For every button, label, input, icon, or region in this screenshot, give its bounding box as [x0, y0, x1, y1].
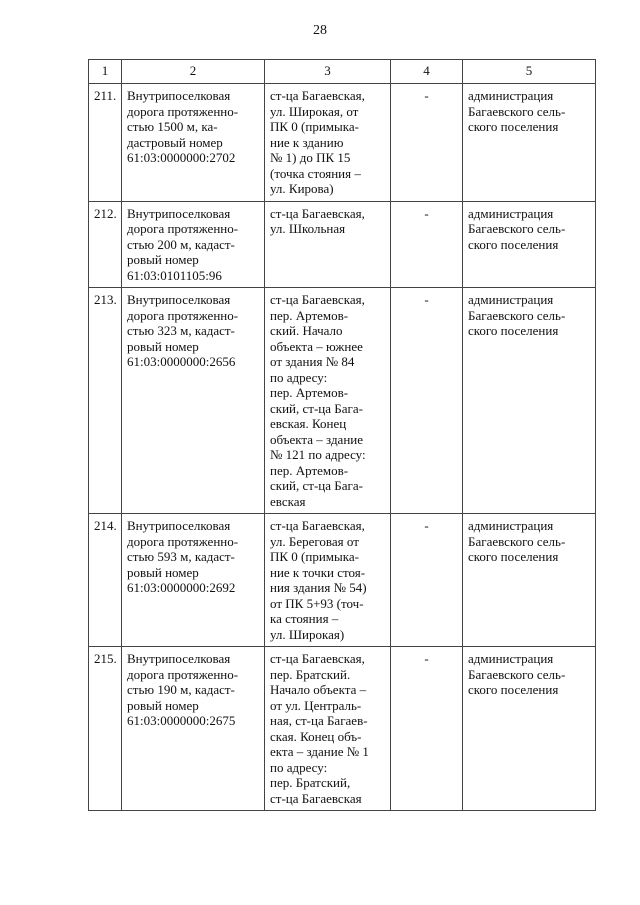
- object-name: Внутрипоселковая дорога протяженно- стью 593 м, кадаст- ровый номер 61:03:0000000:2692: [122, 514, 265, 647]
- object-name: Внутрипоселковая дорога протяженно- стью 200 м, кадаст- ровый номер 61:03:0101105:96: [122, 201, 265, 288]
- column-4-value: -: [391, 201, 463, 288]
- row-number: 212.: [89, 201, 122, 288]
- column-header: 2: [122, 60, 265, 84]
- row-number: 215.: [89, 647, 122, 811]
- owner: администрация Багаевского сель- ского поселения: [463, 647, 596, 811]
- column-4-value: -: [391, 84, 463, 202]
- object-name: Внутрипоселковая дорога протяженно- стью 323 м, кадаст- ровый номер 61:03:0000000:2656: [122, 288, 265, 514]
- object-location: ст-ца Багаевская, ул. Школьная: [265, 201, 391, 288]
- table-row: [89, 288, 596, 514]
- table-row: [89, 647, 596, 811]
- column-4-value: -: [391, 514, 463, 647]
- object-location: ст-ца Багаевская, пер. Братский. Начало объекта – от ул. Централь- ная, ст-ца Багаев- ская. Конец объ- екта – здание № 1 по адресу: пер. Братский, ст-ца Багаевская: [265, 647, 391, 811]
- column-4-value: -: [391, 647, 463, 811]
- column-header: 3: [265, 60, 391, 84]
- owner: администрация Багаевского сель- ского поселения: [463, 288, 596, 514]
- table-row: [89, 514, 596, 647]
- object-location: ст-ца Багаевская, ул. Широкая, от ПК 0 (примыка- ние к зданию № 1) до ПК 15 (точка стояния – ул. Кирова): [265, 84, 391, 202]
- object-location: ст-ца Багаевская, пер. Артемов- ский. Начало объекта – южнее от здания № 84 по адресу: пер. Артемов- ский, ст-ца Бага- евская. Конец объекта – здание № 121 по адресу: пер. Артемов- ский, ст-ца Бага- евская: [265, 288, 391, 514]
- owner: администрация Багаевского сель- ского поселения: [463, 514, 596, 647]
- table-row: [89, 84, 596, 202]
- row-number: 211.: [89, 84, 122, 202]
- column-header: 4: [391, 60, 463, 84]
- row-number: 213.: [89, 288, 122, 514]
- owner: администрация Багаевского сель- ского поселения: [463, 201, 596, 288]
- owner: администрация Багаевского сель- ского поселения: [463, 84, 596, 202]
- object-location: ст-ца Багаевская, ул. Береговая от ПК 0 (примыка- ние к точки стоя- ния здания № 54) от ПК 5+93 (точ- ка стояния – ул. Широкая): [265, 514, 391, 647]
- row-number: 214.: [89, 514, 122, 647]
- object-name: Внутрипоселковая дорога протяженно- стью 1500 м, ка- дастровый номер 61:03:0000000:2702: [122, 84, 265, 202]
- page-number: 28: [313, 23, 327, 38]
- column-header: 5: [463, 60, 596, 84]
- table-header-row: [89, 60, 596, 84]
- object-name: Внутрипоселковая дорога протяженно- стью 190 м, кадаст- ровый номер 61:03:0000000:2675: [122, 647, 265, 811]
- table-row: [89, 201, 596, 288]
- column-header: 1: [89, 60, 122, 84]
- column-4-value: -: [391, 288, 463, 514]
- registry-table: [88, 59, 596, 811]
